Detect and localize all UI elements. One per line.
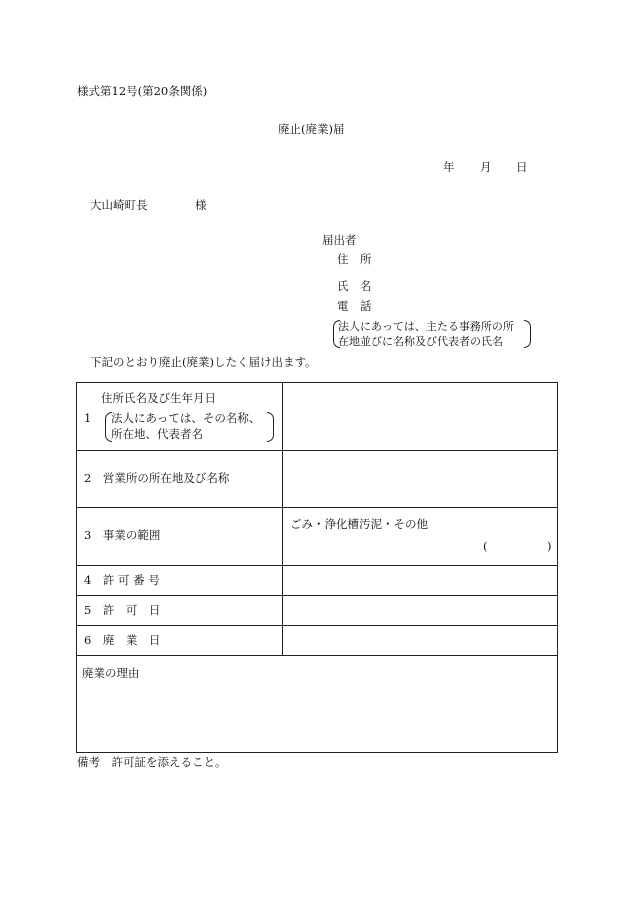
applicant-note-line2: 在地並びに名称及び代表者の氏名 <box>338 335 503 348</box>
row2-value-cell[interactable] <box>283 451 558 508</box>
table-row-closure-reason <box>77 656 558 753</box>
row7-label: 廃業の理由 <box>82 666 140 680</box>
applicant-note-close-bracket <box>524 320 531 348</box>
addressee-honorific: 様 <box>195 198 207 212</box>
table-row-closure-date <box>77 626 558 656</box>
row4-label: 4 許 可 番 号 <box>84 573 160 587</box>
applicant-note-line1: 法人にあっては、主たる事務所の所 <box>338 320 514 333</box>
row4-label-cell <box>77 566 283 596</box>
row6-value-cell[interactable] <box>283 626 558 656</box>
table-row-address-name-birthdate <box>77 383 558 451</box>
row1-note-close-bracket <box>267 412 274 442</box>
form-number: 様式第12号(第20条関係) <box>77 84 208 98</box>
row5-label-cell <box>77 596 283 626</box>
date-day-label: 日 <box>516 160 528 174</box>
table-row-permit-date <box>77 596 558 626</box>
table-row-office-location <box>77 451 558 508</box>
row2-label: 2 営業所の所在地及び名称 <box>84 471 230 485</box>
applicant-name-label: 氏 名 <box>337 279 372 293</box>
document-title: 廃止(廃業)届 <box>278 122 345 136</box>
row3-close-paren: ) <box>547 539 552 553</box>
notification-form-table <box>76 382 558 753</box>
row1-label-cell <box>77 383 283 451</box>
row3-label-cell <box>77 508 283 566</box>
row3-scope-text: ごみ・浄化槽汚泥・その他 <box>290 517 428 531</box>
row1-number: 1 <box>84 411 92 425</box>
addressee-name: 大山崎町長 <box>90 198 148 212</box>
row3-value-cell[interactable] <box>283 508 558 566</box>
applicant-address-label: 住 所 <box>337 252 372 266</box>
row1-note-line2: 所在地、代表者名 <box>111 427 203 441</box>
table-row-permit-number <box>77 566 558 596</box>
date-year-label: 年 <box>443 160 455 174</box>
row6-label: 6 廃 業 日 <box>84 633 161 647</box>
row1-note-line1: 法人にあっては、その名称、 <box>111 411 261 425</box>
row3-label: 3 事業の範囲 <box>84 528 161 542</box>
row6-label-cell <box>77 626 283 656</box>
row3-open-paren: ( <box>483 539 488 553</box>
intro-text: 下記のとおり廃止(廃業)したく届け出ます。 <box>90 355 317 369</box>
date-month-label: 月 <box>480 160 492 174</box>
applicant-phone-label: 電 話 <box>337 299 372 313</box>
row1-label: 住所氏名及び生年月日 <box>101 391 216 405</box>
row1-value-cell[interactable] <box>283 383 558 451</box>
row5-label: 5 許 可 日 <box>84 603 161 617</box>
applicant-heading: 届出者 <box>322 233 357 247</box>
row2-label-cell <box>77 451 283 508</box>
row5-value-cell[interactable] <box>283 596 558 626</box>
row7-reason-cell[interactable] <box>77 656 558 753</box>
table-row-business-scope <box>77 508 558 566</box>
remarks-text: 備考 許可証を添えること。 <box>77 755 227 769</box>
row4-value-cell[interactable] <box>283 566 558 596</box>
